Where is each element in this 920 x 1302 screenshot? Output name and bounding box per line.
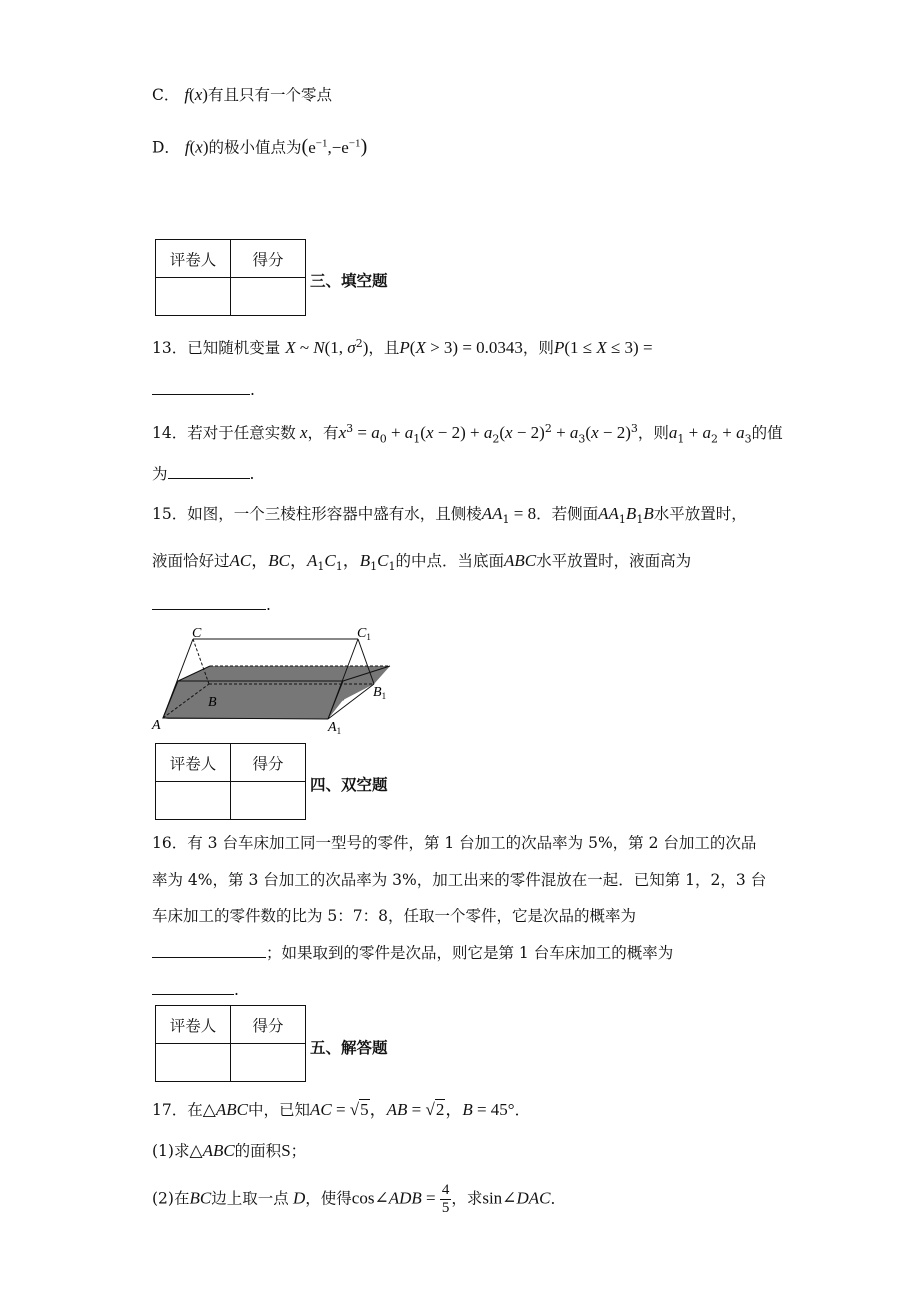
q15-text: 液面恰好过 <box>152 552 230 570</box>
option-d-label: D． <box>152 138 180 157</box>
option-c: C． f(x)有且只有一个零点 <box>152 85 332 104</box>
q16-line4 <box>152 941 673 964</box>
q14-text: 的值 <box>751 424 783 443</box>
q17-ab-value: 2 <box>435 1100 445 1119</box>
question-16 <box>152 832 756 854</box>
q14-text: ，有 <box>307 424 339 443</box>
score-table-3 <box>155 1005 306 1082</box>
score-header-score: 得分 <box>231 744 306 782</box>
q14-text: 若对于任意实数 <box>187 424 296 443</box>
q14-text: 为 <box>152 465 168 483</box>
q16-answer-blank-1[interactable] <box>152 941 266 958</box>
q13-text: ，则 <box>522 339 554 358</box>
score-cell-score[interactable] <box>231 1044 306 1082</box>
svg-text:C1: $C_1$ <box>357 626 371 642</box>
score-header-score: 得分 <box>231 1006 306 1044</box>
q17-text: 边上取一点 <box>211 1189 289 1208</box>
label-b1: B <box>373 685 382 700</box>
section-title-4: 四、双空题 <box>310 775 388 794</box>
q17-text: 的面积 <box>234 1142 282 1160</box>
svg-text:A1: $A_1$ <box>328 720 342 736</box>
q16-text: ；如果取到的零件是次品，则它是第 1 台车床加工的概率为 <box>266 944 674 962</box>
q17-text: 在 <box>173 1189 190 1208</box>
q16-answer-blank-2[interactable]: . <box>152 978 239 1001</box>
fx-expr: f <box>184 85 190 104</box>
svg-text:B1: $B_1$ <box>373 685 387 701</box>
score-cell-grader[interactable] <box>156 782 231 820</box>
q15-text: 的中点．当底面 <box>395 552 504 570</box>
label-a1: A <box>328 720 337 735</box>
question-number: 13． <box>152 339 188 358</box>
q17-part-2: (2)在BC边上取一点 D，使得cos∠ADB = $\frac{4}{5}$ ，求sin∠DAC． <box>152 1182 566 1216</box>
section-title-5: 五、解答题 <box>310 1038 388 1057</box>
q17-text: 求 <box>173 1142 190 1160</box>
score-header-score: 得分 <box>231 240 306 278</box>
q15-edge-value: 8 <box>527 504 537 523</box>
label-c: C <box>192 626 202 641</box>
q17-part-1: (1)求△ABC的面积S； <box>152 1141 307 1160</box>
question-number: 14． <box>152 424 188 443</box>
q17-ac-value: 5 <box>360 1100 369 1119</box>
q14-answer-blank[interactable] <box>168 462 250 479</box>
score-header-grader: 评卷人 <box>156 240 231 278</box>
question-number: 16． <box>152 834 188 852</box>
q16-line3: 车床加工的零件数的比为 5：7：8，任取一个零件，它是次品的概率为 <box>152 907 637 925</box>
option-c-text: 有且只有一个零点 <box>207 86 332 104</box>
q17-text: 中，已知 <box>247 1101 310 1119</box>
part-label: (2) <box>152 1189 174 1208</box>
q15-text: 如图，一个三棱柱形容器中盛有水，且侧棱 <box>187 505 482 523</box>
q13-text: ，且 <box>368 339 400 358</box>
question-14: 14．若对于任意实数 x，有$x^3 = a_0 + a_1(x - 2) + a_2(x - 2)^2 + a_3(x - 2)^3$，则$a_1 + a_2 + a_3$的值 <box>152 422 783 446</box>
part-label: (1) <box>152 1142 174 1160</box>
fraction-numerator: 4 <box>441 1182 450 1198</box>
score-cell-score[interactable] <box>231 278 306 316</box>
score-table-2 <box>155 743 306 820</box>
score-header-grader: 评卷人 <box>156 1006 231 1044</box>
fraction-denominator: 5 <box>441 1200 450 1216</box>
question-number: 17． <box>152 1101 188 1119</box>
label-a: A <box>152 718 161 733</box>
label-c1: C <box>357 626 367 641</box>
q15-text: ．若侧面 <box>536 505 599 523</box>
label-b: B <box>208 695 217 710</box>
q16-line2: 率为 4%，第 3 台加工的次品率为 3%，加工出来的零件混放在一起．已知第 1，2，3 台 <box>152 871 767 889</box>
q13-text: 已知随机变量 <box>187 339 281 358</box>
q17-b-angle: 45° <box>490 1100 515 1119</box>
score-cell-score[interactable] <box>231 782 306 820</box>
q16-text: 有 3 台车床加工同一型号的零件，第 1 台加工的次品率为 5%，第 2 台加工的次品 <box>187 834 757 852</box>
question-13: 13．已知随机变量 X ~ N(1, $\sigma^2$)，且P(X > 3) = 0.0343，则P(1 ≤ X ≤ 3) = <box>152 337 653 358</box>
q13-prob-value: 0.0343 <box>476 338 523 358</box>
q17-text: ，求 <box>451 1189 483 1208</box>
question-number: 15． <box>152 505 188 523</box>
question-17: 17．在△ABC中，已知AC = √5，AB = √2，B = 45°． <box>152 1100 531 1119</box>
q14-text: ，则 <box>637 424 669 443</box>
score-table-1 <box>155 239 306 316</box>
q15-line2: 液面恰好过AC，BC，$A_1C_1$，$B_1C_1$的中点．当底面ABC水平放置时，液面高为 <box>152 551 692 574</box>
q13-answer-blank[interactable]: . <box>152 378 255 401</box>
q17-text: ，使得 <box>305 1189 352 1208</box>
prism-figure <box>150 626 400 736</box>
q14-line2: 为 . <box>152 462 254 485</box>
score-cell-grader[interactable] <box>156 278 231 316</box>
q15-text: 水平放置时，液面高为 <box>536 552 692 570</box>
section-title-3: 三、填空题 <box>310 271 388 290</box>
score-cell-grader[interactable] <box>156 1044 231 1082</box>
option-c-label: C． <box>152 86 180 104</box>
option-d: D． f(x)的极小值点为$(e^{-1},-e^{-1})$ <box>152 135 368 158</box>
fraction-cos <box>440 1182 452 1217</box>
option-d-text: 的极小值点为 <box>208 138 302 157</box>
question-15: 15．如图，一个三棱柱形容器中盛有水，且侧棱$AA_1 = 8$．若侧面$AA_1B_1B$水平放置时， <box>152 504 747 527</box>
q17-text: 在 <box>187 1101 203 1119</box>
q15-text: 水平放置时， <box>653 505 747 523</box>
q15-answer-blank[interactable]: . <box>152 593 271 616</box>
score-header-grader: 评卷人 <box>156 744 231 782</box>
